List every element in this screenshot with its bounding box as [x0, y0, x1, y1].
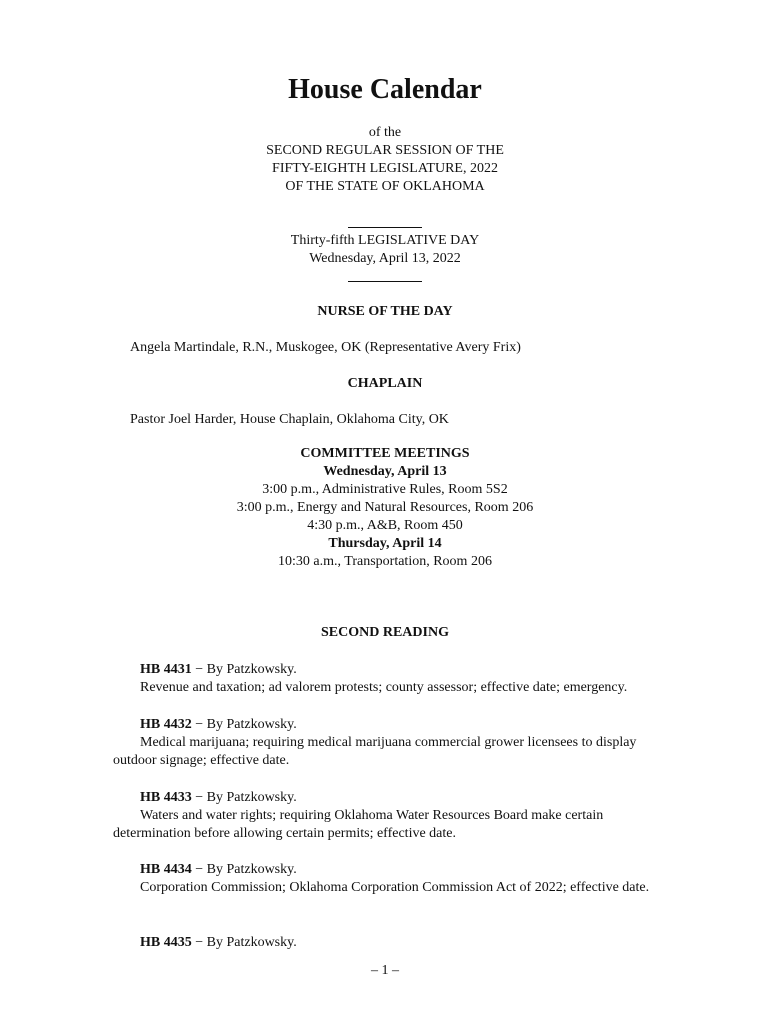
bill-number: HB 4433 [140, 790, 192, 805]
bill-author: − By Patzkowsky. [191, 717, 297, 732]
legislative-day: Thirty-fifth LEGISLATIVE DAY [290, 233, 480, 248]
bill-description: Corporation Commission; Oklahoma Corporation Commission Act of 2022; effective date. [140, 880, 650, 895]
second-reading-heading: SECOND READING [321, 625, 449, 640]
page-number: – 1 – [371, 963, 399, 978]
committee-item: 3:00 p.m., Administrative Rules, Room 5S2 [262, 482, 508, 497]
bill-entry [140, 934, 297, 952]
bill-entry [140, 861, 297, 879]
legislature-line: FIFTY-EIGHTH LEGISLATURE, 2022 [272, 161, 498, 176]
document-title: House Calendar [288, 74, 482, 105]
bill-entry [140, 661, 297, 679]
nurse-text: Angela Martindale, R.N., Muskogee, OK (Representative Avery Frix) [130, 340, 521, 355]
committee-day-wednesday: Wednesday, April 13 [323, 464, 447, 479]
state-line: OF THE STATE OF OKLAHOMA [285, 179, 485, 194]
bill-entry [140, 789, 297, 807]
committee-item: 4:30 p.m., A&B, Room 450 [307, 518, 463, 533]
committee-item: 3:00 p.m., Energy and Natural Resources, Room 206 [236, 500, 534, 515]
chaplain-heading: CHAPLAIN [347, 376, 423, 391]
bill-number: HB 4434 [140, 862, 192, 877]
of-the-text: of the [368, 125, 402, 140]
bill-entry [140, 716, 297, 734]
bill-author: − By Patzkowsky. [191, 662, 297, 677]
committee-item: 10:30 a.m., Transportation, Room 206 [278, 554, 492, 569]
committee-heading: COMMITTEE MEETINGS [300, 446, 470, 461]
committee-day-thursday: Thursday, April 14 [328, 536, 442, 551]
bill-number: HB 4432 [140, 717, 192, 732]
session-line: SECOND REGULAR SESSION OF THE [266, 143, 504, 158]
divider-top [0, 227, 770, 228]
bill-author: − By Patzkowsky. [191, 862, 297, 877]
bill-number: HB 4435 [140, 935, 192, 950]
divider-bottom [0, 281, 770, 282]
bill-author: − By Patzkowsky. [191, 935, 297, 950]
bill-number: HB 4431 [140, 662, 192, 677]
calendar-date: Wednesday, April 13, 2022 [309, 251, 461, 266]
bill-author: − By Patzkowsky. [191, 790, 297, 805]
bill-description: Revenue and taxation; ad valorem protests; county assessor; effective date; emergency. [140, 680, 628, 695]
bill-description: Waters and water rights; requiring Oklahoma Water Resources Board make certain determination before allowing certain permits; effective date. [113, 808, 604, 841]
bill-description: Medical marijuana; requiring medical marijuana commercial grower licensees to display outdoor signage; effective date. [113, 735, 637, 768]
nurse-heading: NURSE OF THE DAY [317, 304, 453, 319]
chaplain-text: Pastor Joel Harder, House Chaplain, Oklahoma City, OK [130, 412, 449, 427]
